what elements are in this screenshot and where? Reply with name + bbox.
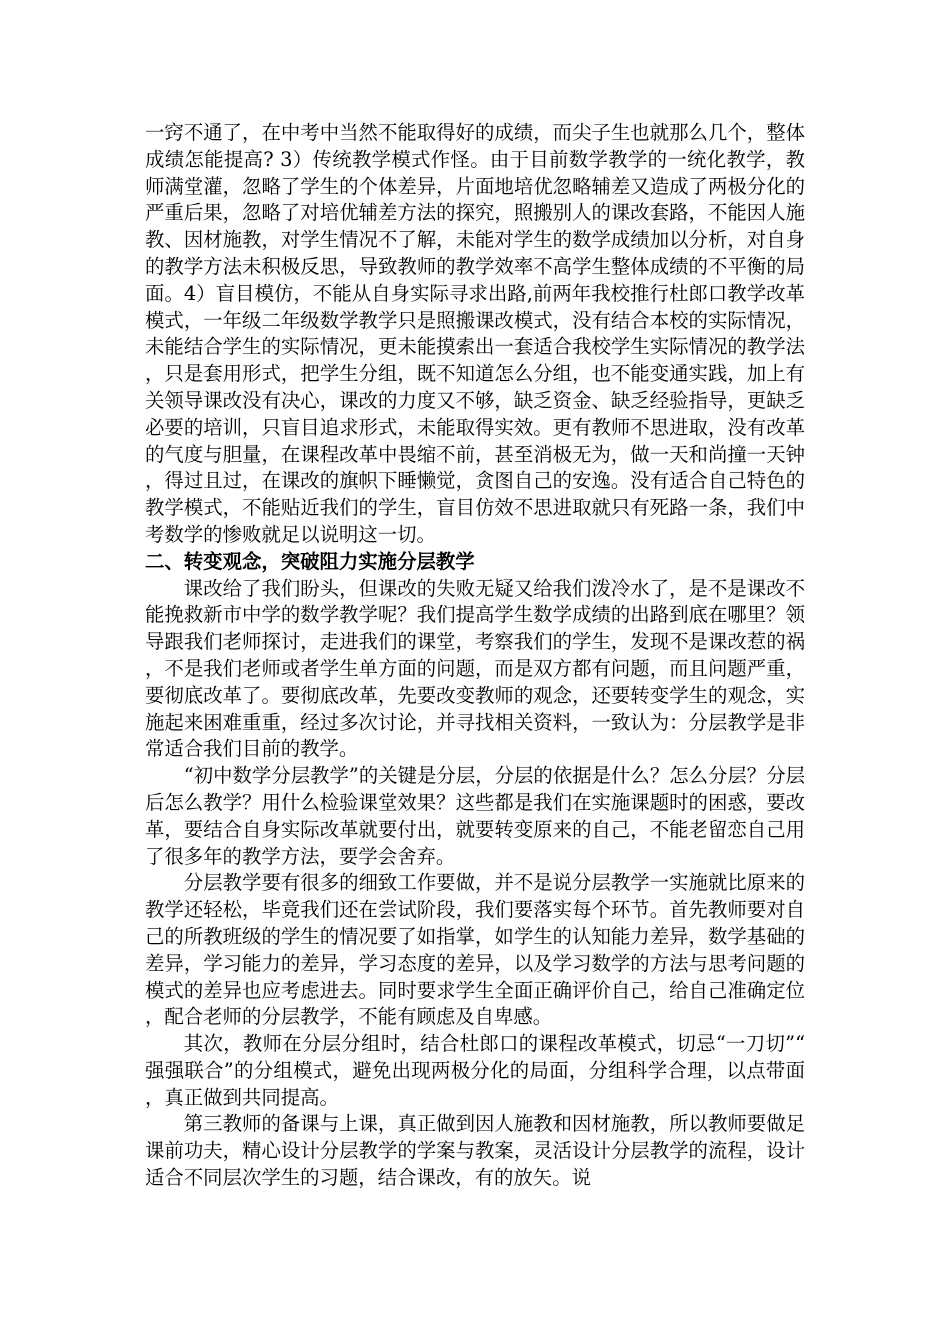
paragraph-lesson-prep: 第三教师的备课与上课，真正做到因人施教和因材施教，所以教师要做足课前功夫，精心设计分层教学的学案与教案，灵活设计分层教学的流程，设计适合不同层次学生的习题，结合课改，有的放矢。说 (145, 1112, 805, 1190)
document-page (145, 120, 805, 1192)
section-heading: 二、转变观念，突破阻力实施分层教学 (145, 549, 475, 573)
paragraph-problem-analysis: 一窍不通了，在中考中当然不能取得好的成绩，而尖子生也就那么几个，整体成绩怎能提高? 3）传统教学模式作怪。由于目前数学教学的一统化教学，教师满堂灌，忽略了学生的个体差异，片面地培优忽略辅差又造成了两极分化的严重后果，忽略了对培优辅差方法的探究，照搬别人的课改套路，不能因人施教、因材施教，对学生情况不了解，未能对学生的数学成绩加以分析，对自身的教学方法未积极反思，导致教师的教学效率不高学生整体成绩的不平衡的局面。4）盲目模仿，不能从自身实际寻求出路,前两年我校推行杜郎口教学改革模式，一年级二年级数学教学只是照搬课改模式，没有结合本校的实际情况，未能结合学生的实际情况，更未能摸索出一套适合我校学生实际情况的教学法，只是套用形式，把学生分组，既不知道怎么分组，也不能变通实践，加上有关领导课改没有决心，课改的力度又不够，缺乏资金、缺乏经验指导，更缺乏必要的培训，只盲目追求形式，未能取得实效。更有教师不思进取，没有改革的气度与胆量，在课程改革中畏缩不前，甚至消极无为，做一天和尚撞一天钟，得过且过，在课改的旗帜下睡懒觉，贪图自己的安逸。没有适合自己特色的教学模式，不能贴近我们的学生，盲目仿效不思进取就只有死路一条，我们中考数学的惨败就足以说明这一切。 (145, 121, 805, 546)
paragraph-grouping: 其次，教师在分层分组时，结合杜郎口的课程改革模式，切忌“一刀切”“强强联合”的分组模式，避免出现两极分化的局面，分组科学合理，以点带面，真正做到共同提高。 (145, 1032, 805, 1109)
paragraph-layering-key: “初中数学分层教学”的关键是分层，分层的依据是什么？怎么分层？分层后怎么教学？用什么检验课堂效果？这些都是我们在实施课题时的困惑，要改革，要结合自身实际改革就要付出，就要转变原来的自己，不能老留恋自己用了很多年的教学方法，要学会舍弃。 (145, 764, 805, 868)
paragraph-detailed-work: 分层教学要有很多的细致工作要做，并不是说分层教学一实施就比原来的教学还轻松，毕竟我们还在尝试阶段，我们要落实每个环节。首先教师要对自己的所教班级的学生的情况要了如指掌，如学生的认知能力差异，数学基础的差异，学习能力的差异，学习态度的差异，以及学习数学的方法与思考问题的模式的差异也应考虑进去。同时要求学生全面正确评价自己，给自己准确定位，配合老师的分层教学，不能有顾虑及自卑感。 (145, 871, 805, 1029)
paragraph-reform-hope: 课改给了我们盼头，但课改的失败无疑又给我们泼冷水了，是不是课改不能挽救新市中学的数学教学呢？我们提高学生数学成绩的出路到底在哪里？领导跟我们老师探讨，走进我们的课堂，考察我们的学生，发现不是课改惹的祸，不是我们老师或者学生单方面的问题，而是双方都有问题，而且问题严重，要彻底改革了。要彻底改革，先要改变教师的观念，还要转变学生的观念，实施起来困难重重，经过多次讨论，并寻找相关资料，一致认为：分层教学是非常适合我们目前的教学。 (145, 576, 805, 761)
